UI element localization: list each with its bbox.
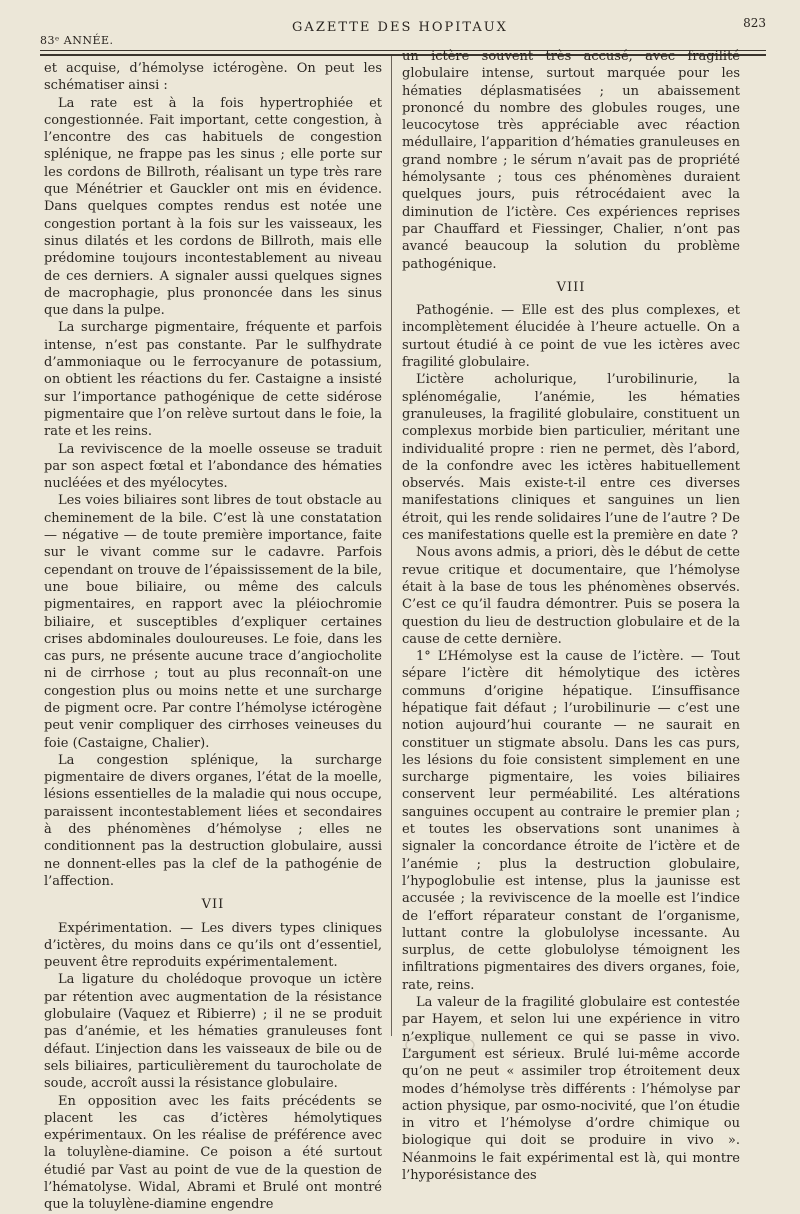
column-divider [391, 56, 392, 1036]
paragraph: Pathogénie. — Elle est des plus complexes, et incomplètement élucidée à l’heure actuelle. On a surtout étudié à ce point de vue les ictères avec fragilité globulaire. [402, 303, 740, 371]
paragraph: En opposition avec les faits précédents se placent les cas d’ictères hémolytiques expérimentaux. On les réalise de préférence avec la toluylène-diamine. Ce poison a été surtout étudié par Vast au point de vue de la question de l’hématolyse. Widal, Abrami et Brulé ont montré que la toluylène-diamine engendre [44, 1093, 382, 1213]
year-label: 83ᵉ ANNÉE. [40, 34, 114, 47]
paragraph: La congestion splénique, la surcharge pigmentaire de divers organes, l’état de la moelle, lésions essentielles de la maladie qui nous occupe, paraissent incontestablement liées et secondaires à des phénomènes d’hémolyse ; elles ne conditionnent pas la destruction globulaire, aussi ne donnent-elles pas la clef de la pathogénie de l’affection. [44, 752, 382, 889]
paragraph: Expérimentation. — Les divers types cliniques d’ictères, du moins dans ce qu’ils ont d’essentiel, peuvent être reproduits expérimentalement. [44, 920, 382, 971]
faded-stamp [400, 1030, 480, 1060]
paragraph: L’ictère acholurique, l’urobilinurie, la splénomégalie, l’anémie, les hématies granuleuses, la fragilité globulaire, constituent un complexus morbide bien particulier, méritant une individualité propre : rien ne permet, dès l’abord, de la confondre avec les ictères habituellement observés. Mais existe-t-il entre ces diverses manifestations cliniques et sanguines un lien étroit, qui les rende solidaires l’une de l’autre ? De ces manifestations quelle est la première en date ? [402, 372, 740, 544]
paragraph: Nous avons admis, a priori, dès le début de cette revue critique et documentaire, que l’hémolyse était à la base de tous les phénomènes observés. C’est ce qu’il faudra démontrer. Puis se posera la question du lieu de destruction globulaire et de la cause de cette dernière. [402, 545, 740, 647]
paragraph: La rate est à la fois hypertrophiée et congestionnée. Fait important, cette congestion, à l’encontre des cas habituels de congestion splénique, ne frappe pas les sinus ; elle porte sur les cordons de Billroth, réalisant un type très rare que Ménétrier et Gauckler ont mis en évidence. Dans quelques comptes rendus est notée une congestion portant à la fois sur les vaisseaux, les sinus dilatés et les cordons de Billroth, mais elle prédomine toujours incontestablement au niveau de ces derniers. A signaler aussi quelques signes de macrophagie, plus prononcée dans les sinus que dans la pulpe. [44, 95, 382, 319]
section-heading: VII [201, 897, 225, 913]
page-number: 823 [743, 16, 766, 30]
paragraph: La reviviscence de la moelle osseuse se traduit par son aspect fœtal et l’abondance des hématies nucléées et des myélocytes. [44, 441, 382, 492]
paragraph: 1° L’Hémolyse est la cause de l’ictère. — Tout sépare l’ictère dit hémolytique des ictères communs d’origine hépatique. L’insuffisance hépatique fait défaut ; l’urobilinurie — c’est une notion aujourd’hui courante — ne saurait en constituer un stigmate absolu. Dans les cas purs, les lésions du foie consistent simplement en une surcharge pigmentaire, les voies biliaires conservent leur perméabilité. Les altérations sanguines occupent au contraire le premier plan ; et toutes les observations sont unanimes à signaler la concordance étroite de l’ictère et de l’anémie ; plus la destruction globulaire, l’hypoglobulie est intense, plus la jaunisse est accusée ; la reviviscence de la moelle est l’indice de l’effort réparateur constant de l’organisme, luttant contre la globulolyse incessante. Au surplus, de cette globulolyse témoignent les infiltrations pigmentaires des divers organes, foie, rate, reins. [402, 649, 740, 993]
paragraph: un ictère souvent très accusé, avec fragilité globulaire intense, surtout marquée pour les hématies déplasmatisées ; un abaissement prononcé du nombre des globules rouges, une leucocytose très appréciable avec réaction médullaire, l’apparition d’hématies granuleuses en grand nombre ; le sérum n’avait pas de propriété hémolysante ; tous ces phénomènes duraient quelques jours, puis rétrocédaient avec la diminution de l’ictère. Ces expériences reprises par Chauffard et Fiessinger, Chalier, n’ont pas avancé beaucoup la solution du problème pathogénique. [402, 49, 740, 272]
section-heading: VIII [556, 279, 586, 295]
paragraph: La ligature du cholédoque provoque un ictère par rétention avec augmentation de la résistance globulaire (Vaquez et Ribierre) ; il ne se produit pas d’anémie, et les hématies granuleuses font défaut. L’injection dans les vaisseaux de bile ou de sels biliaires, particulièrement du taurocholate de soude, accroît aussi la résistance globulaire. [44, 972, 382, 1092]
right-column [402, 48, 740, 1184]
paragraph: et acquise, d’hémolyse ictérogène. On peut les schématiser ainsi : [44, 61, 382, 94]
paragraph: La surcharge pigmentaire, fréquente et parfois intense, n’est pas constante. Par le sulfhydrate d’ammoniaque ou le ferrocyanure de potassium, on obtient les réactions du fer. Castaigne a insisté sur l’importance pathogénique de cette sidérose pigmentaire que l’on relève surtout dans le foie, la rate et les reins. [44, 320, 382, 440]
paragraph: Les voies biliaires sont libres de tout obstacle au cheminement de la bile. C’est là une constatation — négative — de toute première importance, faite sur le vivant comme sur le cadavre. Parfois cependant on trouve de l’épaississement de la bile, une boue biliaire, ou même des calculs pigmentaires, en rapport avec la pléiochromie biliaire, et susceptibles d’expliquer certaines crises abdominales douloureuses. Le foie, dans les cas purs, ne présente aucune trace d’angiocholite ni de cirrhose ; tout au plus reconnaît-on une congestion plus ou moins nette et une surcharge de pigment ocre. Par contre l’hémolyse ictérogène peut venir compliquer des cirrhoses veineuses du foie (Castaigne, Chalier). [44, 493, 382, 751]
journal-title: GAZETTE DES HOPITAUX [292, 20, 508, 35]
paragraph: La valeur de la fragilité globulaire est contestée par Hayem, et selon lui une expérience in vitro n’explique nullement ce qui se passe in vivo. L’argument est sérieux. Brulé lui-même accorde qu’on ne peut « assimiler trop étroitement deux modes d’hémolyse très différents : l’hémolyse par action physique, par osmo-nocivité, que l’on étudie in vitro et l’hémolyse d’ordre chimique ou biologique qui doit se produire in vivo ». Néanmoins le fait expérimental est là, qui montre l’hyporésistance des [402, 995, 740, 1183]
left-column [44, 60, 382, 1214]
